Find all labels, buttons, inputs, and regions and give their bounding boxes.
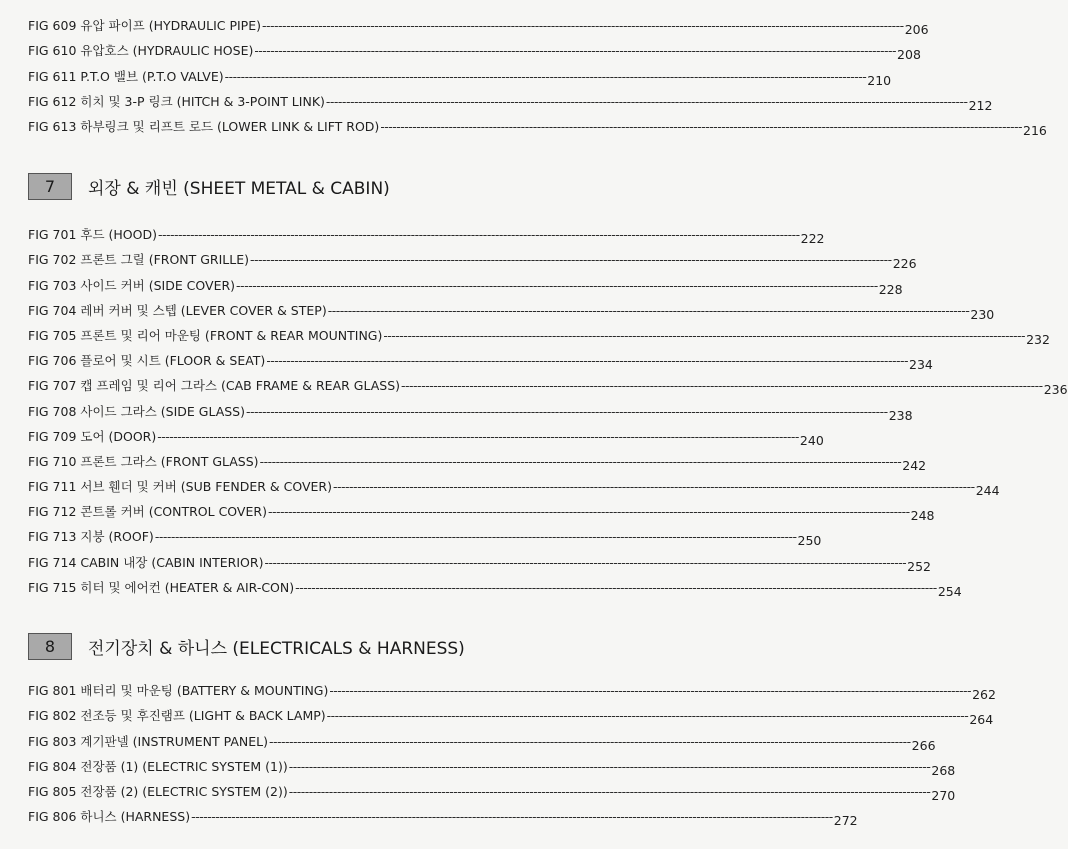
toc-entry[interactable] bbox=[28, 723, 936, 753]
toc-entry-page-number: 238 bbox=[888, 407, 913, 423]
toc-entry-label: FIG 705 프론트 및 리어 마운팅 (FRONT & REAR MOUNTING) bbox=[28, 327, 383, 343]
toc-entry-label: FIG 710 프론트 그라스 (FRONT GLASS) bbox=[28, 453, 259, 469]
dot-leader: ---------------------------------------------------------------------------------------------------------------------------------------------------------------- bbox=[288, 783, 931, 799]
toc-entry-page-number: 226 bbox=[892, 256, 917, 272]
dot-leader: ---------------------------------------------------------------------------------------------------------------------------------------------------------------- bbox=[267, 504, 910, 520]
toc-entry-page-number: 206 bbox=[904, 22, 929, 38]
toc-entry-label: FIG 801 배터리 및 마운팅 (BATTERY & MOUNTING) bbox=[28, 683, 329, 699]
toc-entry[interactable] bbox=[28, 774, 956, 803]
toc-entry-label: FIG 703 사이드 커버 (SIDE COVER) bbox=[28, 277, 236, 293]
toc-entry-label: FIG 701 후드 (HOOD) bbox=[28, 227, 157, 243]
toc-entry-label: FIG 612 히치 및 3-P 링크 (HITCH & 3-POINT LINK) bbox=[28, 93, 325, 109]
toc-entry-page-number: 264 bbox=[969, 712, 994, 728]
dot-leader: ---------------------------------------------------------------------------------------------------------------------------------------------------------------- bbox=[329, 683, 972, 699]
section-8-header bbox=[28, 633, 465, 660]
toc-entry-page-number: 236 bbox=[1043, 382, 1068, 398]
dot-leader: ---------------------------------------------------------------------------------------------------------------------------------------------------------------- bbox=[254, 43, 897, 59]
toc-entry-label: FIG 613 하부링크 및 리프트 로드 (LOWER LINK & LIFT ROD) bbox=[28, 118, 380, 134]
section-number-box: 8 bbox=[28, 633, 72, 660]
toc-entry-label: FIG 803 계기판넬 (INSTRUMENT PANEL) bbox=[28, 733, 268, 749]
toc-entry[interactable] bbox=[28, 217, 825, 247]
toc-entry-label: FIG 609 유압 파이프 (HYDRAULIC PIPE) bbox=[28, 18, 261, 34]
toc-entry-page-number: 262 bbox=[972, 687, 996, 703]
dot-leader: ---------------------------------------------------------------------------------------------------------------------------------------------------------------- bbox=[333, 479, 975, 495]
toc-entry-page-number: 212 bbox=[968, 97, 993, 113]
dot-leader: ---------------------------------------------------------------------------------------------------------------------------------------------------------------- bbox=[154, 529, 797, 545]
toc-entry-page-number: 234 bbox=[909, 357, 933, 373]
toc-entry-page-number: 250 bbox=[797, 533, 822, 549]
toc-entry-label: FIG 806 하니스 (HARNESS) bbox=[28, 809, 191, 825]
section-title: 외장 & 캐빈 (SHEET METAL & CABIN) bbox=[88, 179, 390, 199]
toc-entry[interactable] bbox=[28, 293, 995, 322]
toc-entry-page-number: 272 bbox=[833, 813, 858, 829]
dot-leader: ---------------------------------------------------------------------------------------------------------------------------------------------------------------- bbox=[259, 453, 902, 469]
toc-entry-label: FIG 802 전조등 및 후진램프 (LIGHT & BACK LAMP) bbox=[28, 708, 326, 724]
toc-entry-label: FIG 708 사이드 그라스 (SIDE GLASS) bbox=[28, 403, 245, 419]
toc-entry-page-number: 252 bbox=[907, 558, 931, 574]
toc-entry-page-number: 230 bbox=[970, 306, 995, 322]
dot-leader: ---------------------------------------------------------------------------------------------------------------------------------------------------------------- bbox=[383, 327, 1026, 343]
dot-leader: ---------------------------------------------------------------------------------------------------------------------------------------------------------------- bbox=[288, 758, 931, 774]
toc-entry-label: FIG 610 유압호스 (HYDRAULIC HOSE) bbox=[28, 43, 254, 59]
section-7-list bbox=[28, 217, 1068, 599]
toc-entry[interactable] bbox=[28, 673, 996, 703]
toc-entry[interactable] bbox=[28, 318, 1050, 347]
toc-entry-page-number: 208 bbox=[897, 47, 921, 63]
toc-entry-page-number: 244 bbox=[975, 483, 1000, 499]
dot-leader: ---------------------------------------------------------------------------------------------------------------------------------------------------------------- bbox=[266, 353, 908, 369]
dot-leader: ---------------------------------------------------------------------------------------------------------------------------------------------------------------- bbox=[325, 93, 968, 109]
dot-leader: ---------------------------------------------------------------------------------------------------------------------------------------------------------------- bbox=[264, 554, 907, 570]
toc-entry[interactable] bbox=[28, 343, 933, 373]
toc-entry-label: FIG 804 전장품 (1) (ELECTRIC SYSTEM (1)) bbox=[28, 758, 288, 774]
dot-leader: ---------------------------------------------------------------------------------------------------------------------------------------------------------------- bbox=[262, 18, 904, 34]
toc-entry[interactable] bbox=[28, 469, 1000, 499]
toc-entry[interactable] bbox=[28, 84, 993, 113]
toc-entry[interactable] bbox=[28, 419, 824, 448]
toc-entry-label: FIG 714 CABIN 내장 (CABIN INTERIOR) bbox=[28, 554, 264, 570]
dot-leader: ---------------------------------------------------------------------------------------------------------------------------------------------------------------- bbox=[246, 403, 888, 419]
toc-entry[interactable] bbox=[28, 109, 1047, 138]
toc-entry-page-number: 266 bbox=[911, 737, 936, 753]
toc-entry-page-number: 210 bbox=[867, 72, 892, 88]
dot-leader: ---------------------------------------------------------------------------------------------------------------------------------------------------------------- bbox=[380, 118, 1022, 134]
dot-leader: ---------------------------------------------------------------------------------------------------------------------------------------------------------------- bbox=[268, 733, 911, 749]
toc-entry-page-number: 248 bbox=[910, 508, 935, 524]
toc-entry-label: FIG 702 프론트 그릴 (FRONT GRILLE) bbox=[28, 252, 250, 268]
toc-entry-label: FIG 805 전장품 (2) (ELECTRIC SYSTEM (2)) bbox=[28, 783, 288, 799]
toc-entry[interactable] bbox=[28, 519, 822, 549]
section-number-box: 7 bbox=[28, 173, 72, 200]
dot-leader: ---------------------------------------------------------------------------------------------------------------------------------------------------------------- bbox=[236, 277, 878, 293]
toc-entry-label: FIG 611 P.T.O 밸브 (P.T.O VALVE) bbox=[28, 68, 224, 84]
toc-entry-page-number: 228 bbox=[878, 281, 903, 297]
toc-entry[interactable] bbox=[28, 393, 913, 423]
toc-entry[interactable] bbox=[28, 8, 929, 38]
dot-leader: ---------------------------------------------------------------------------------------------------------------------------------------------------------------- bbox=[191, 809, 833, 825]
toc-entry-page-number: 222 bbox=[800, 231, 825, 247]
toc-entry-page-number: 242 bbox=[902, 457, 927, 473]
toc-entry-label: FIG 707 캡 프레임 및 리어 그라스 (CAB FRAME & REAR GLASS) bbox=[28, 378, 401, 394]
dot-leader: ---------------------------------------------------------------------------------------------------------------------------------------------------------------- bbox=[326, 708, 969, 724]
toc-entry-label: FIG 709 도어 (DOOR) bbox=[28, 428, 157, 444]
toc-entry[interactable] bbox=[28, 494, 935, 524]
toc-entry[interactable] bbox=[28, 544, 931, 574]
toc-entry-label: FIG 711 서브 휀더 및 커버 (SUB FENDER & COVER) bbox=[28, 479, 332, 495]
toc-entry[interactable] bbox=[28, 799, 858, 829]
toc-entry[interactable] bbox=[28, 570, 962, 599]
toc-entry[interactable] bbox=[28, 698, 994, 728]
toc-entry-page-number: 216 bbox=[1023, 122, 1047, 138]
toc-entry-label: FIG 713 지붕 (ROOF) bbox=[28, 529, 154, 545]
toc-entry-label: FIG 706 플로어 및 시트 (FLOOR & SEAT) bbox=[28, 353, 266, 369]
dot-leader: ---------------------------------------------------------------------------------------------------------------------------------------------------------------- bbox=[401, 378, 1043, 394]
dot-leader: ---------------------------------------------------------------------------------------------------------------------------------------------------------------- bbox=[157, 227, 800, 243]
toc-entry[interactable] bbox=[28, 267, 903, 297]
toc-entry-page-number: 270 bbox=[931, 787, 956, 803]
toc-entry-label: FIG 715 히터 및 에어컨 (HEATER & AIR-CON) bbox=[28, 579, 295, 595]
dot-leader: ---------------------------------------------------------------------------------------------------------------------------------------------------------------- bbox=[224, 68, 867, 84]
section-6-list bbox=[28, 8, 1047, 138]
dot-leader: ---------------------------------------------------------------------------------------------------------------------------------------------------------------- bbox=[250, 252, 892, 268]
toc-entry[interactable] bbox=[28, 58, 892, 88]
toc-entry[interactable] bbox=[28, 368, 1068, 398]
toc-entry[interactable] bbox=[28, 242, 917, 272]
dot-leader: ---------------------------------------------------------------------------------------------------------------------------------------------------------------- bbox=[327, 302, 970, 318]
toc-entry[interactable] bbox=[28, 749, 956, 778]
toc-entry[interactable] bbox=[28, 33, 921, 63]
toc-entry-label: FIG 712 콘트롤 커버 (CONTROL COVER) bbox=[28, 504, 267, 520]
toc-entry-page-number: 232 bbox=[1026, 331, 1050, 347]
dot-leader: ---------------------------------------------------------------------------------------------------------------------------------------------------------------- bbox=[157, 428, 799, 444]
section-8-list bbox=[28, 673, 996, 829]
toc-entry-label: FIG 704 레버 커버 및 스텝 (LEVER COVER & STEP) bbox=[28, 302, 327, 318]
toc-entry[interactable] bbox=[28, 444, 927, 473]
section-7-header bbox=[28, 173, 390, 200]
toc-entry-page-number: 268 bbox=[931, 762, 956, 778]
toc-entry-page-number: 240 bbox=[799, 432, 824, 448]
toc-entry-page-number: 254 bbox=[937, 583, 962, 599]
section-title: 전기장치 & 하니스 (ELECTRICALS & HARNESS) bbox=[88, 639, 465, 659]
dot-leader: ---------------------------------------------------------------------------------------------------------------------------------------------------------------- bbox=[295, 579, 937, 595]
